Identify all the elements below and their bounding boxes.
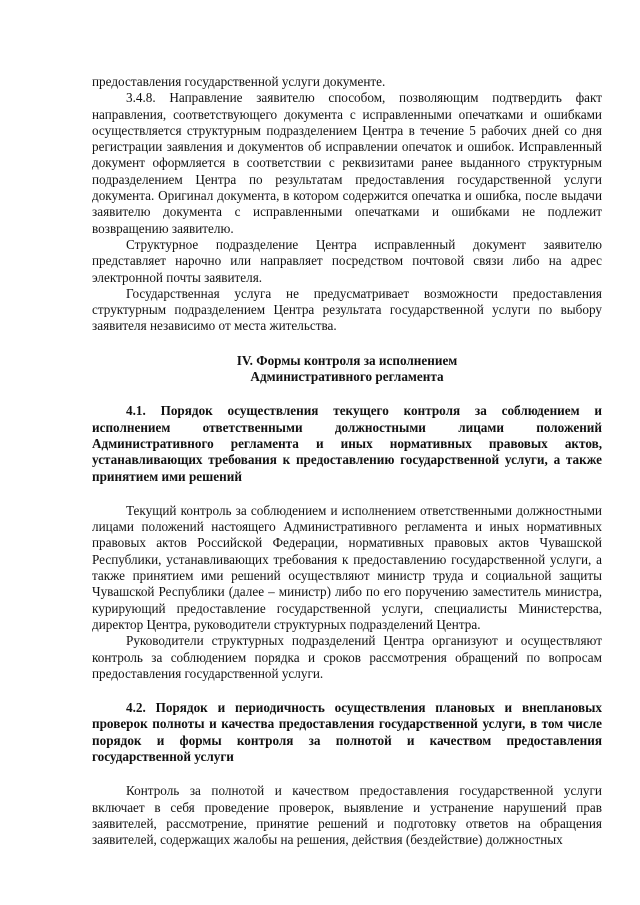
paragraph-continuation: предоставления государственной услуги документе. [92,74,386,89]
paragraph-corrected-document-delivery: Структурное подразделение Центра исправленный документ заявителю представляет нарочно или направляет посредством почтовой связи либо на адрес электронной почты заявителя. [92,236,602,285]
spacer [92,682,602,700]
paragraph-current-control: Текущий контроль за соблюдением и исполнением ответственными должностными лицами положений настоящего Административного регламента и иных нормативных правовых актов Российской Федерации, нормативных правовых актов Чувашской Республики, устанавливающих требования к предоставлению государственной услуги, а также принятием ими решений осуществляют министр труда и социальной защиты Чувашской Республики (далее – министр) либо по его поручению заместитель министра, курирующий предоставление государственной услуги, специалисты Министерства, директор Центра, руководители структурных подразделений Центра. [92,502,602,632]
spacer [92,335,602,353]
spacer [92,485,602,503]
spacer [92,385,602,403]
document-page [92,74,602,848]
paragraph-heads-control: Руководители структурных подразделений Центра организуют и осуществляют контроль за соблюдением порядка и сроков рассмотрения обращений по вопросам предоставления государственной услуги. [92,633,602,681]
section-title-line-2: Административного регламента [250,369,444,385]
paragraph-quality-control: Контроль за полнотой и качеством предоставления государственной услуги включает в себя проведение проверок, выявление и устранение нарушений прав заявителей, рассмотрение, принятие решений и подготовку ответов на обращения заявителей, содержащих жалобы на решения, действия (бездействие) должностных [92,783,602,848]
paragraph-no-extraterritorial: Государственная услуга не предусматривает возможности предоставления структурным подразделением Центра результата государственной услуги по выбору заявителя независимо от места жительства. [92,285,602,334]
paragraph-3-4-8: 3.4.8. Направление заявителю способом, позволяющим подтвердить факт направления, соответствующего документа с исправленными опечатками и ошибками осуществляется структурным подразделением Центра в течение 5 рабочих дней со дня регистрации заявления и документов об исправлении опечаток и ошибок. Исправленный документ оформляется в соответствии с реквизитами ранее выданного структурным подразделением Центра по результатам предоставления государственной услуги документа. Оригинал документа, в котором содержится опечатка и ошибка, после выдачи заявителю документа с исправленными опечатками и ошибками не подлежит возвращению заявителю. [92,90,602,236]
subsection-heading-4-2: 4.2. Порядок и периодичность осуществления плановых и внеплановых проверок полноты и качества предоставления государственной услуги, в том числе порядок и формы контроля за полнотой и качеством предоставления государственной услуги [92,700,602,764]
section-title-line-1: IV. Формы контроля за исполнением [236,352,458,368]
subsection-heading-4-1: 4.1. Порядок осуществления текущего контроля за соблюдением и исполнением ответственными должностными лицами положений Административного регламента и иных нормативных правовых актов, устанавливающих требования к предоставлению государственной услуги, а также принятием ими решений [92,403,602,484]
spacer [92,765,602,783]
